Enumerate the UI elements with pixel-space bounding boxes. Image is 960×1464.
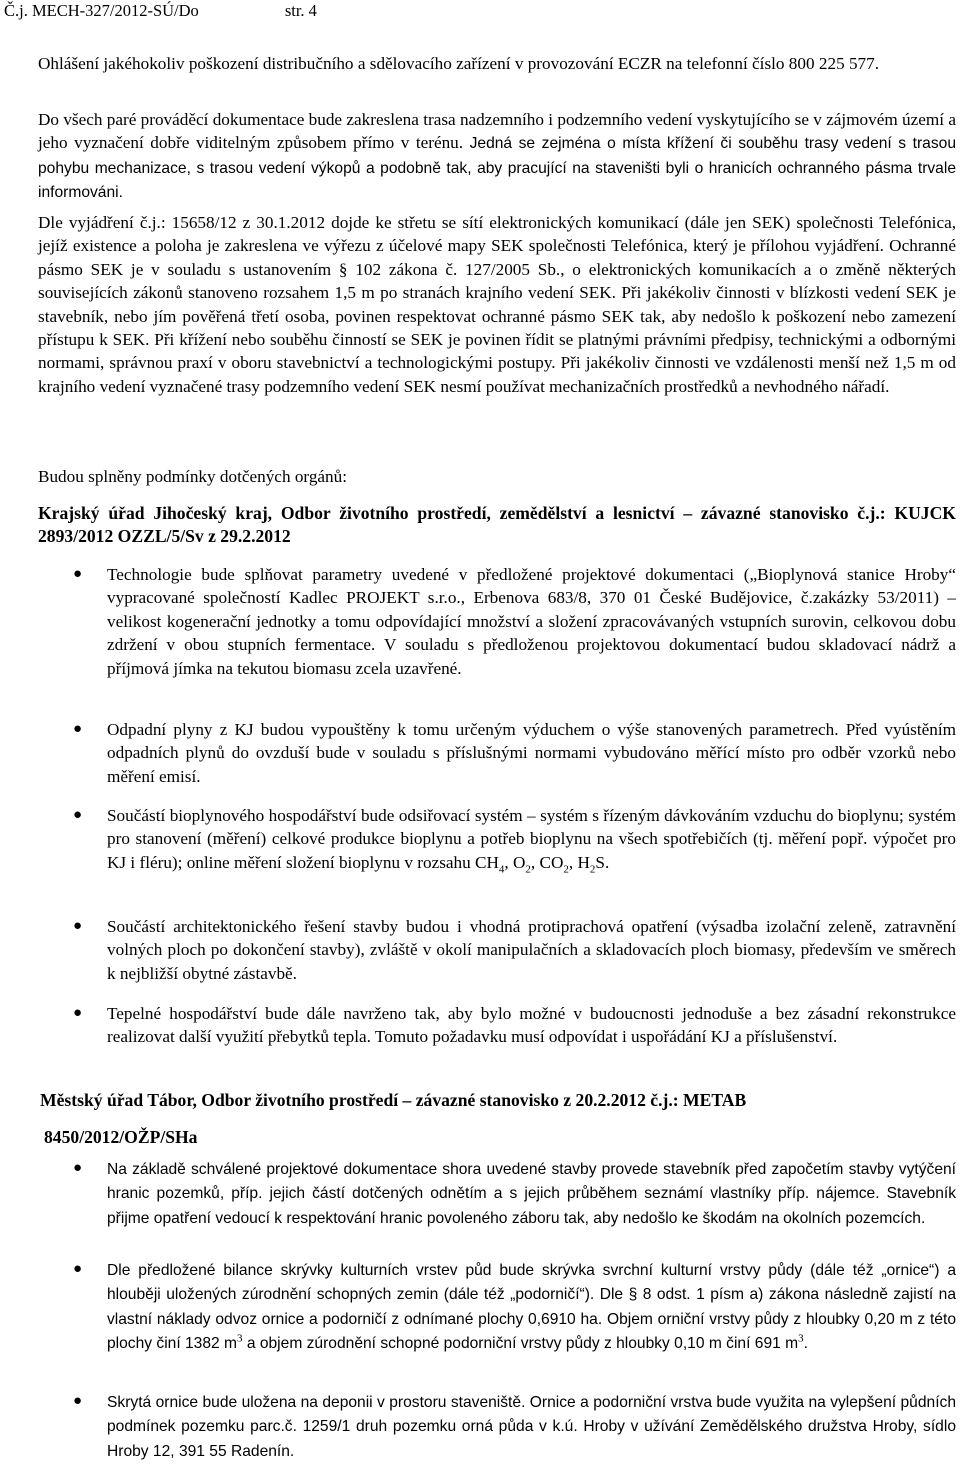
item-c-text: Ohlášení jakéhokoliv poškození distribučního a sdělovacího zařízení v provozování ECZR na telefonní číslo 800 225 577. — [38, 54, 880, 73]
list-item-text: Součástí architektonického řešení stavby budou i vhodná protiprachová opatření (výsadba izolační zeleně, zatravnění volných ploch po dokončení stavby), zvláště v okolí manipulačních a skladovacích ploch biomasy, především ve směrech k nejbližší obytné zástavbě. — [107, 917, 956, 983]
list-item — [73, 1157, 956, 1230]
list-item-text: Dle předložené bilance skrývky kulturních vrstev půd bude skrývka svrchní kulturní vrstvy půdy (dále též „ornice“) a hlouběji uložených zúrodnění schopných zemin (dále též „podorničí“). Dle § 8 odst. 1 písm a) zákona následně zajistí na vlastní náklady odvoz ornice a podorničí z odnímané plochy 0,6910 ha. Objem orniční vrstvy půdy z hloubky 0,20 m z této plochy činí 1382 m — [107, 1262, 956, 1353]
list-item-text: Na základě schválené projektové dokumentace shora uvedené stavby provede stavebník před započetím stavby vytýčení hranic pozemků, příp. jejich částí dotčených odnětím a s jejich průběhem seznámí vlastníky příp. nájemce. Stavebník přijme opatření vedoucí k respektování hranic povoleného záboru tak, aby nedošlo ke škodám na okolních pozemcích. — [107, 1161, 956, 1227]
exponent: 3 — [237, 1332, 243, 1345]
list-item-text: Technologie bude splňovat parametry uvedené v předložené projektové dokumentaci („Bioplynová stanice Hroby“ vypracované společností Kadlec PROJEKT s.r.o., Erbenova 683/8, 370 01 České Budějovice, č.zakázky 53/2011) – velikost kogenerační jednotky a tomu odpovídající množství a složení zpracovávaných vstupních surovin, celkovou dobu zdržení v obou stupních fermentace. V souladu s předloženou projektovou dokumentací budou skladovací nádrž a příjmová jímka na tekutou biomasu zcela uzavřené. — [107, 565, 956, 678]
section-tabor-heading — [40, 1089, 956, 1112]
section-tabor-heading-ref: 8450/2012/OŽP/SHa — [44, 1127, 198, 1147]
section-tabor-heading-line1: Městský úřad Tábor, Odbor životního prostředí – závazné stanovisko z 20.2.2012 č.j.: METAB — [40, 1090, 747, 1110]
item-8-text: Budou splněny podmínky dotčených orgánů: — [38, 467, 348, 486]
gas-list: $CH_4$, $O_2$, $CO_2$, $H_2S$. — [475, 852, 610, 876]
item-6-number — [6, 108, 38, 131]
list-item-text: Odpadní plyny z KJ budou vypouštěny k tomu určeným výduchem o výše stanovených parametrech. Před vyústěním odpadních plynů do ovzduší bude v souladu s příslušnými normami vybudováno měřící místo pro odběr vzorků nebo měření emisí. — [107, 720, 956, 786]
item-c-marker — [6, 52, 38, 75]
bullet-icon: ● — [73, 1393, 83, 1409]
item-8-number — [6, 465, 38, 488]
bullet-icon: ● — [73, 1261, 83, 1277]
item-6 — [6, 108, 956, 205]
page-number: str. 4 — [284, 1, 317, 20]
bullet-icon: ● — [73, 566, 83, 582]
list-item — [73, 1258, 956, 1356]
list-item — [73, 563, 956, 680]
item-6-text-b: Jedná se zejména o místa křížení či souběhu trasy vedení s trasou pohybu mechanizace, s trasou vedení výkopů a podobně tak, aby pracující na staveništi byli o hranicích ochranného pásma trvale informováni. — [38, 135, 956, 202]
list-item — [73, 1390, 956, 1463]
list-item-text: Součástí bioplynového hospodářství bude odsiřovací systém – systém s řízeným dávkováním vzduchu do bioplynu; systém pro stanovení (měření) celkové produkce bioplynu a potřeb bioplynu na všech spotřebičích (tj. měření popř. výpočet pro KJ i fléru); online měření složení bioplynu v rozsahu — [107, 806, 956, 872]
list-item — [73, 804, 956, 876]
reference-number: Č.j. MECH-327/2012-SÚ/Do — [4, 1, 199, 20]
bullet-icon: ● — [73, 807, 83, 823]
bullet-icon: ● — [73, 918, 83, 934]
bullet-icon: ● — [73, 1160, 83, 1176]
item-6-text-a: Do všech paré prováděcí dokumentace bude zakreslena trasa nadzemního i podzemního vedení vyskytujícího se v zájmovém území a jeho vyznačení dobře viditelným způsobem přímo v terénu. — [38, 110, 956, 153]
list-item-text: Tepelné hospodářství bude dále navrženo tak, aby bylo možné v budoucnosti jednoduše a bez zásadní rekonstrukce realizovat další využití přebytků tepla. Tomuto požadavku musí odpovídat i uspořádání KJ a příslušenství. — [107, 1004, 956, 1047]
list-item — [73, 1002, 956, 1049]
item-7-text: Dle vyjádření č.j.: 15658/12 z 30.1.2012 dojde ke střetu se sítí elektronických komunikací (dále jen SEK) společnosti Telefónica, jejíž existence a poloha je zakreslena ve výřezu z účelové mapy SEK společnosti Telefónica, který je přílohou vyjádření. Ochranné pásmo SEK je v souladu s ustanovením § 102 zákona č. 127/2005 Sb., o elektronických komunikacích a o změně některých souvisejících zákonů stanoveno rozsahem 1,5 m po stranách krajního vedení SEK. Při jakékoliv činnosti v blízkosti vedení SEK je stavebník, nebo jím pověřená třetí osoba, povinen respektovat ochranné pásmo SEK tak, aby nedošlo k poškození nebo zamezení přístupu k SEK. Při křížení nebo souběhu činností se SEK je povinen řídit se platnými právními předpisy, technickými a odbornými normami, správnou praxí v oboru stavebnictví a technologickými postupy. Při jakékoliv činnosti ve vzdálenosti menší než 1,5 m od krajního vedení vyznačené trasy podzemního vedení SEK nesmí používat mechanizačních prostředků a nevhodného nářadí. — [38, 213, 956, 396]
list-item-text-cont: a objem zúrodnění schopné podorniční vrstvy půdy z hloubky 0,10 m činí 691 m — [246, 1335, 799, 1353]
exponent: 3 — [798, 1332, 804, 1345]
list-item — [73, 915, 956, 985]
list-item — [73, 718, 956, 788]
item-8 — [6, 465, 956, 488]
section-kraj-heading: Krajský úřad Jihočeský kraj, Odbor životního prostředí, zemědělství a lesnictví – závazné stanovisko č.j.: KUJCK 2893/2012 OZZL/5/Sv z 29.2.2012 — [38, 503, 956, 547]
list-item-text-end: . — [803, 1335, 808, 1353]
bullet-icon: ● — [73, 1005, 83, 1021]
item-7-number — [6, 211, 38, 234]
list-item-text: Skrytá ornice bude uložena na deponii v prostoru staveniště. Ornice a podorniční vrstva bude využita na vylepšení půdních podmínek pozemku parc.č. 1259/1 druh pozemku orná půda v k.ú. Hroby v užívání Zemědělského družstva Hroby, sídlo Hroby 12, 391 55 Radenín. — [107, 1394, 956, 1460]
page-header — [4, 1, 317, 21]
item-7 — [6, 211, 956, 398]
bullet-icon: ● — [73, 721, 83, 737]
item-c — [6, 52, 956, 75]
